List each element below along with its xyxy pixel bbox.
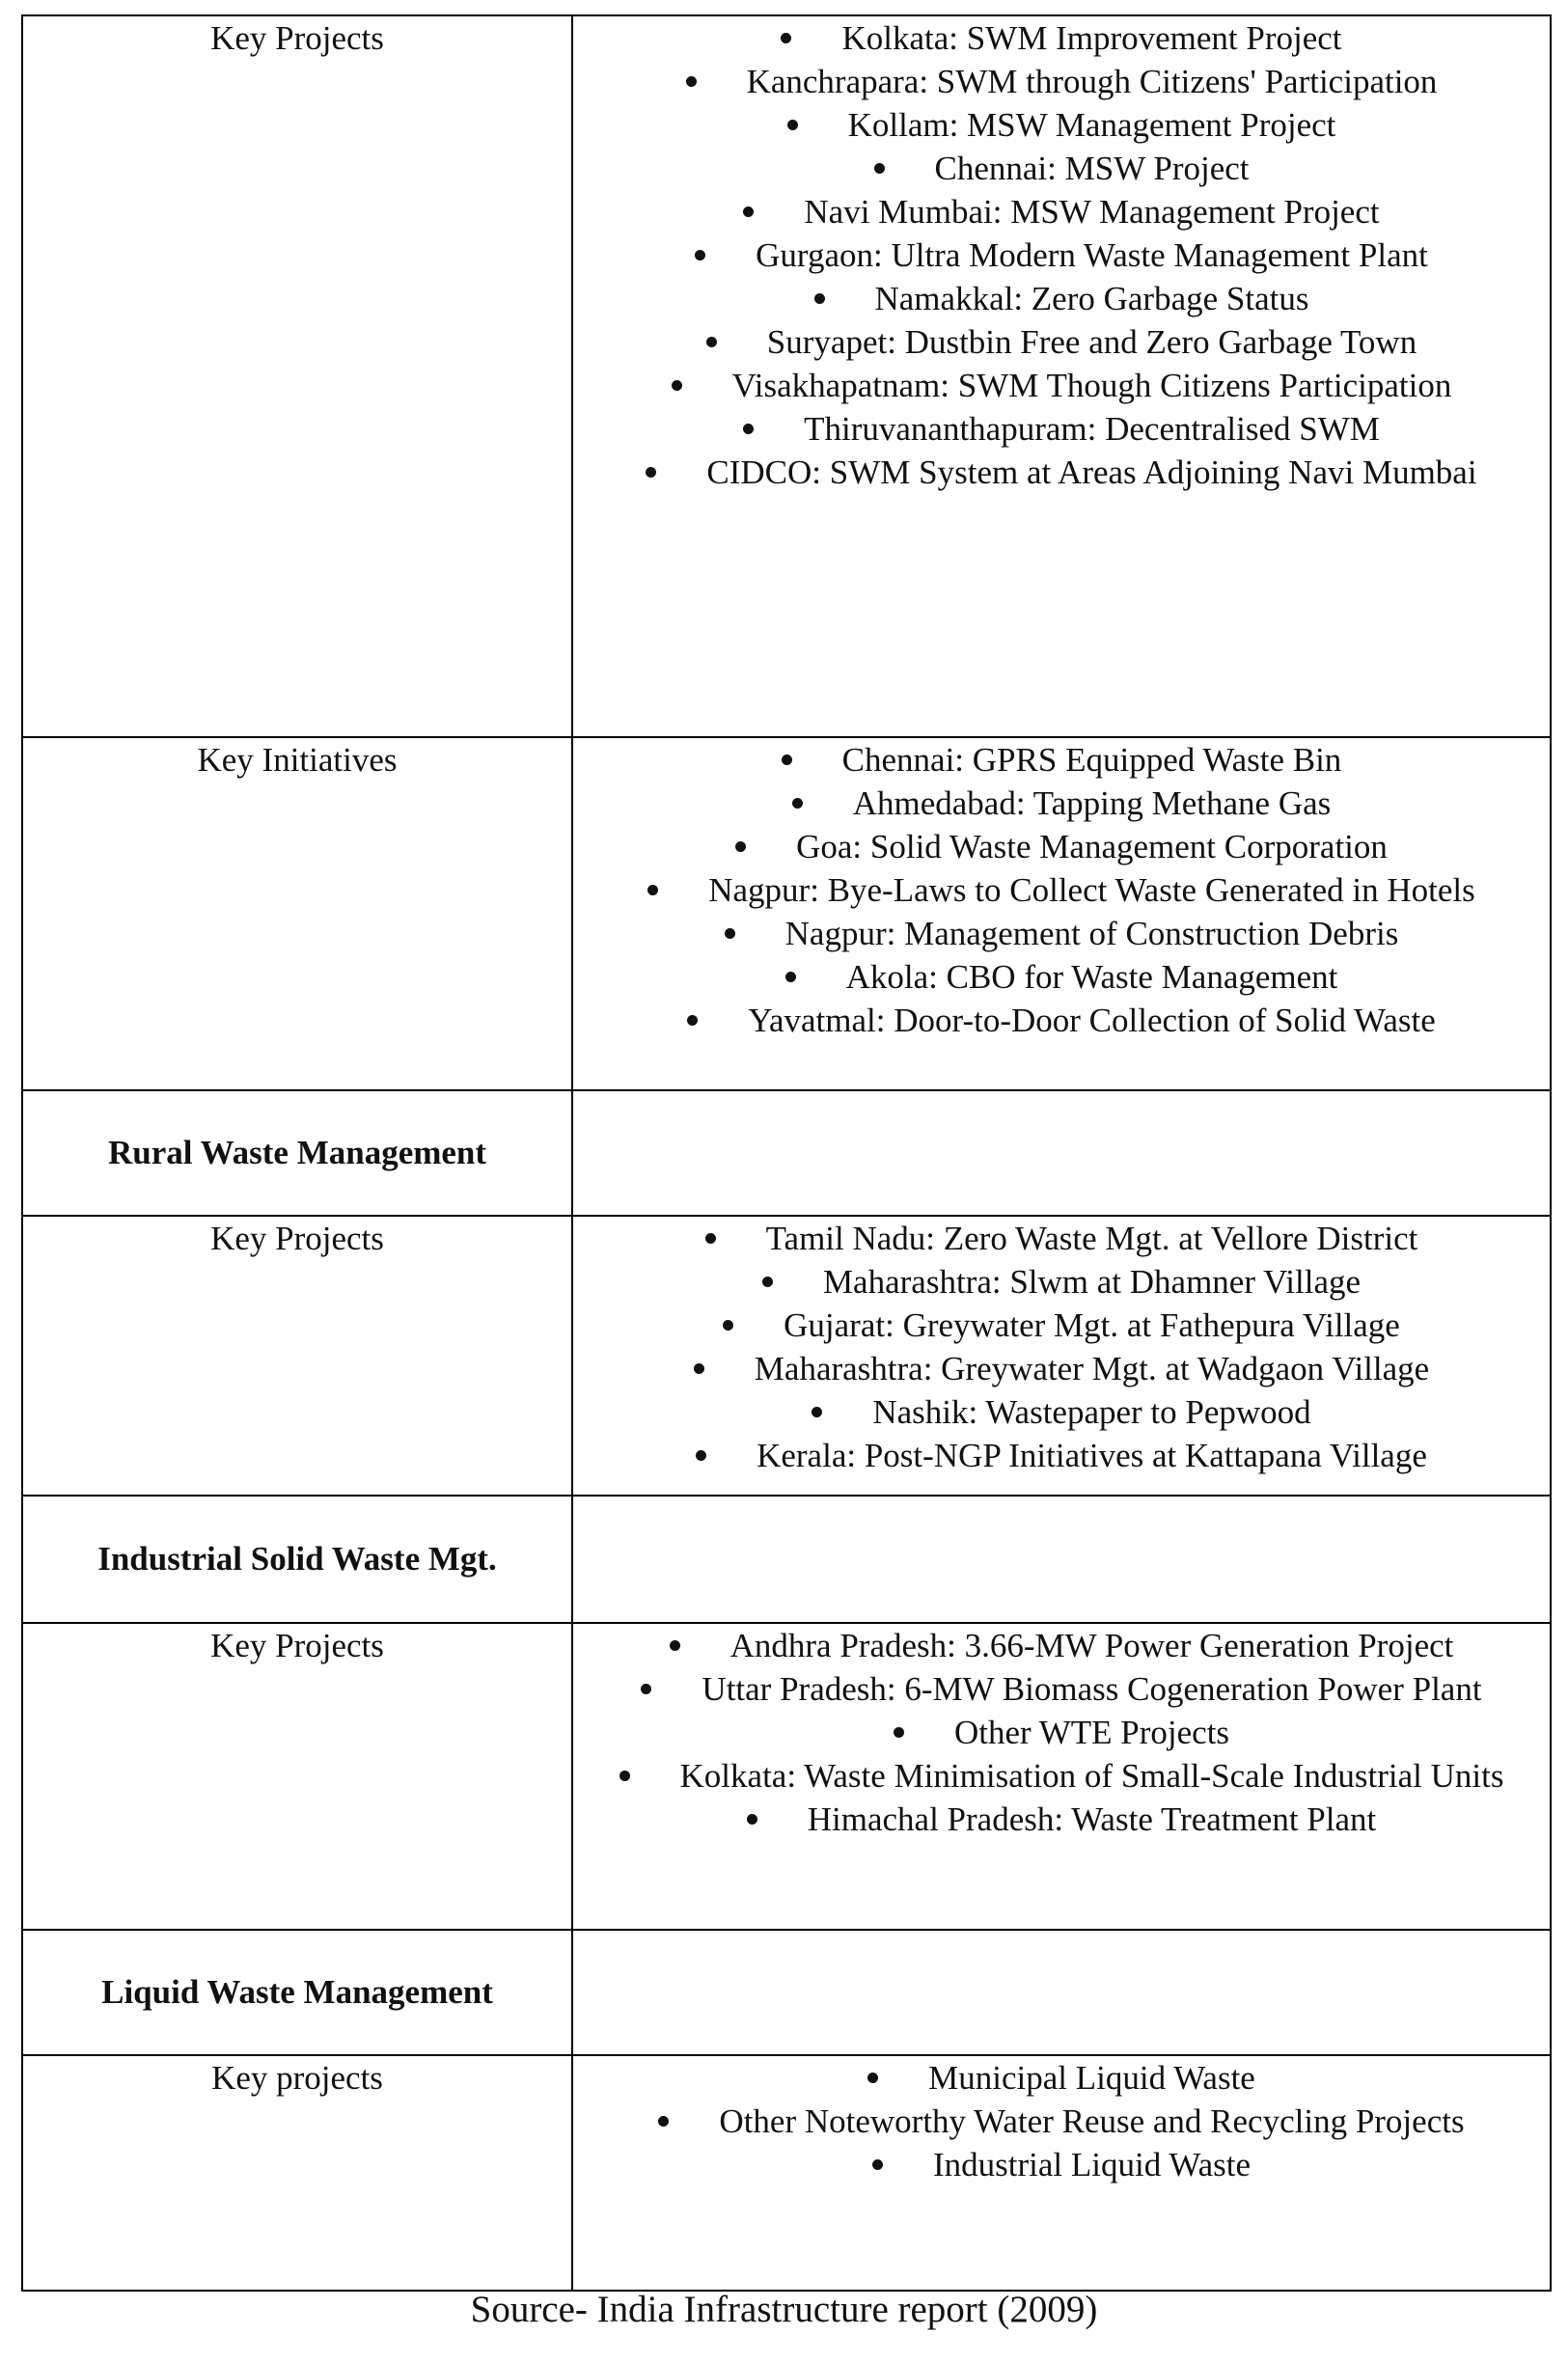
list-item: Maharashtra: Greywater Mgt. at Wadgaon Village xyxy=(592,1347,1530,1390)
row-items xyxy=(572,2055,1551,2291)
table-row xyxy=(22,1623,1551,1930)
list-item: Goa: Solid Waste Management Corporation xyxy=(592,825,1530,868)
list-item: Ahmedabad: Tapping Methane Gas xyxy=(592,782,1530,825)
list-item: Kerala: Post-NGP Initiatives at Kattapana Village xyxy=(592,1434,1530,1477)
list-item: Akola: CBO for Waste Management xyxy=(592,955,1530,999)
list-item: Kanchrapara: SWM through Citizens' Participation xyxy=(592,60,1530,103)
bullet-list xyxy=(573,1217,1550,1477)
list-item: CIDCO: SWM System at Areas Adjoining Navi Mumbai xyxy=(592,451,1530,494)
bullet-icon xyxy=(814,293,825,304)
row-items xyxy=(572,737,1551,1090)
list-item: Gujarat: Greywater Mgt. at Fathepura Village xyxy=(592,1304,1530,1347)
bullet-icon xyxy=(619,1771,630,1781)
bullet-icon xyxy=(641,1684,651,1694)
list-item: Navi Mumbai: MSW Management Project xyxy=(592,190,1530,233)
source-caption: Source- India Infrastructure report (2009) xyxy=(470,2289,1098,2330)
projects-table xyxy=(21,14,1552,2292)
bullet-icon xyxy=(658,2116,669,2127)
bullet-icon xyxy=(762,1277,773,1287)
bullet-icon xyxy=(647,885,658,895)
row-label: Key Projects xyxy=(22,1216,572,1496)
bullet-list xyxy=(573,16,1550,494)
bullet-list xyxy=(573,1624,1550,1841)
list-item: Chennai: MSW Project xyxy=(592,147,1530,190)
list-item: Thiruvananthapuram: Decentralised SWM xyxy=(592,407,1530,451)
bullet-icon xyxy=(695,250,705,261)
bullet-icon xyxy=(874,163,885,174)
section-row xyxy=(22,1090,1551,1216)
bullet-icon xyxy=(743,424,754,434)
bullet-list xyxy=(573,2056,1550,2186)
list-item: Tamil Nadu: Zero Waste Mgt. at Vellore District xyxy=(592,1217,1530,1260)
bullet-list xyxy=(573,738,1550,1042)
list-item: Nagpur: Bye-Laws to Collect Waste Generated in Hotels xyxy=(592,868,1530,912)
bullet-icon xyxy=(872,2159,883,2170)
list-item: Kolkata: Waste Minimisation of Small-Scale Industrial Units xyxy=(592,1754,1530,1798)
section-heading: Industrial Solid Waste Mgt. xyxy=(22,1496,572,1623)
list-item: Maharashtra: Slwm at Dhamner Village xyxy=(592,1260,1530,1304)
bullet-icon xyxy=(747,1814,757,1825)
row-items xyxy=(572,15,1551,737)
list-item: Uttar Pradesh: 6-MW Biomass Cogeneration Power Plant xyxy=(592,1667,1530,1711)
bullet-icon xyxy=(725,928,735,939)
bullet-icon xyxy=(792,798,803,809)
section-empty-cell xyxy=(572,1930,1551,2055)
table-row xyxy=(22,15,1551,737)
list-item: Nashik: Wastepaper to Pepwood xyxy=(592,1390,1530,1434)
list-item: Yavatmal: Door-to-Door Collection of Solid Waste xyxy=(592,999,1530,1042)
list-item: Himachal Pradesh: Waste Treatment Plant xyxy=(592,1798,1530,1841)
section-empty-cell xyxy=(572,1496,1551,1623)
bullet-icon xyxy=(706,337,717,347)
bullet-icon xyxy=(686,76,697,87)
bullet-icon xyxy=(705,1233,716,1244)
bullet-icon xyxy=(687,1015,698,1026)
list-item: Kolkata: SWM Improvement Project xyxy=(592,16,1530,60)
bullet-icon xyxy=(785,972,796,982)
table-row xyxy=(22,737,1551,1090)
list-item: Industrial Liquid Waste xyxy=(592,2143,1530,2186)
list-item: Namakkal: Zero Garbage Status xyxy=(592,277,1530,320)
list-item: Kollam: MSW Management Project xyxy=(592,103,1530,147)
section-heading: Rural Waste Management xyxy=(22,1090,572,1216)
list-item: Andhra Pradesh: 3.66-MW Power Generation Project xyxy=(592,1624,1530,1667)
row-items xyxy=(572,1623,1551,1930)
table-row xyxy=(22,1216,1551,1496)
bullet-icon xyxy=(894,1727,904,1738)
bullet-icon xyxy=(696,1450,706,1461)
list-item: Nagpur: Management of Construction Debris xyxy=(592,912,1530,955)
table-row xyxy=(22,2055,1551,2291)
list-item: Chennai: GPRS Equipped Waste Bin xyxy=(592,738,1530,782)
list-item: Gurgaon: Ultra Modern Waste Management Plant xyxy=(592,233,1530,277)
row-label: Key projects xyxy=(22,2055,572,2291)
section-row xyxy=(22,1930,1551,2055)
row-items xyxy=(572,1216,1551,1496)
bullet-icon xyxy=(781,33,791,43)
bullet-icon xyxy=(672,380,682,391)
bullet-icon xyxy=(782,755,792,765)
section-heading: Liquid Waste Management xyxy=(22,1930,572,2055)
row-label: Key Initiatives xyxy=(22,737,572,1090)
bullet-icon xyxy=(723,1320,733,1331)
section-row xyxy=(22,1496,1551,1623)
bullet-icon xyxy=(812,1407,822,1417)
bullet-icon xyxy=(743,206,754,217)
list-item: Other Noteworthy Water Reuse and Recycling Projects xyxy=(592,2100,1530,2143)
bullet-icon xyxy=(694,1363,704,1374)
row-label: Key Projects xyxy=(22,15,572,737)
list-item: Other WTE Projects xyxy=(592,1711,1530,1754)
section-empty-cell xyxy=(572,1090,1551,1216)
bullet-icon xyxy=(867,2073,878,2083)
list-item: Suryapet: Dustbin Free and Zero Garbage Town xyxy=(592,320,1530,364)
list-item: Municipal Liquid Waste xyxy=(592,2056,1530,2100)
row-label: Key Projects xyxy=(22,1623,572,1930)
bullet-icon xyxy=(787,120,798,130)
bullet-icon xyxy=(735,841,746,852)
bullet-icon xyxy=(670,1640,680,1651)
list-item: Visakhapatnam: SWM Though Citizens Participation xyxy=(592,364,1530,407)
bullet-icon xyxy=(646,467,656,478)
